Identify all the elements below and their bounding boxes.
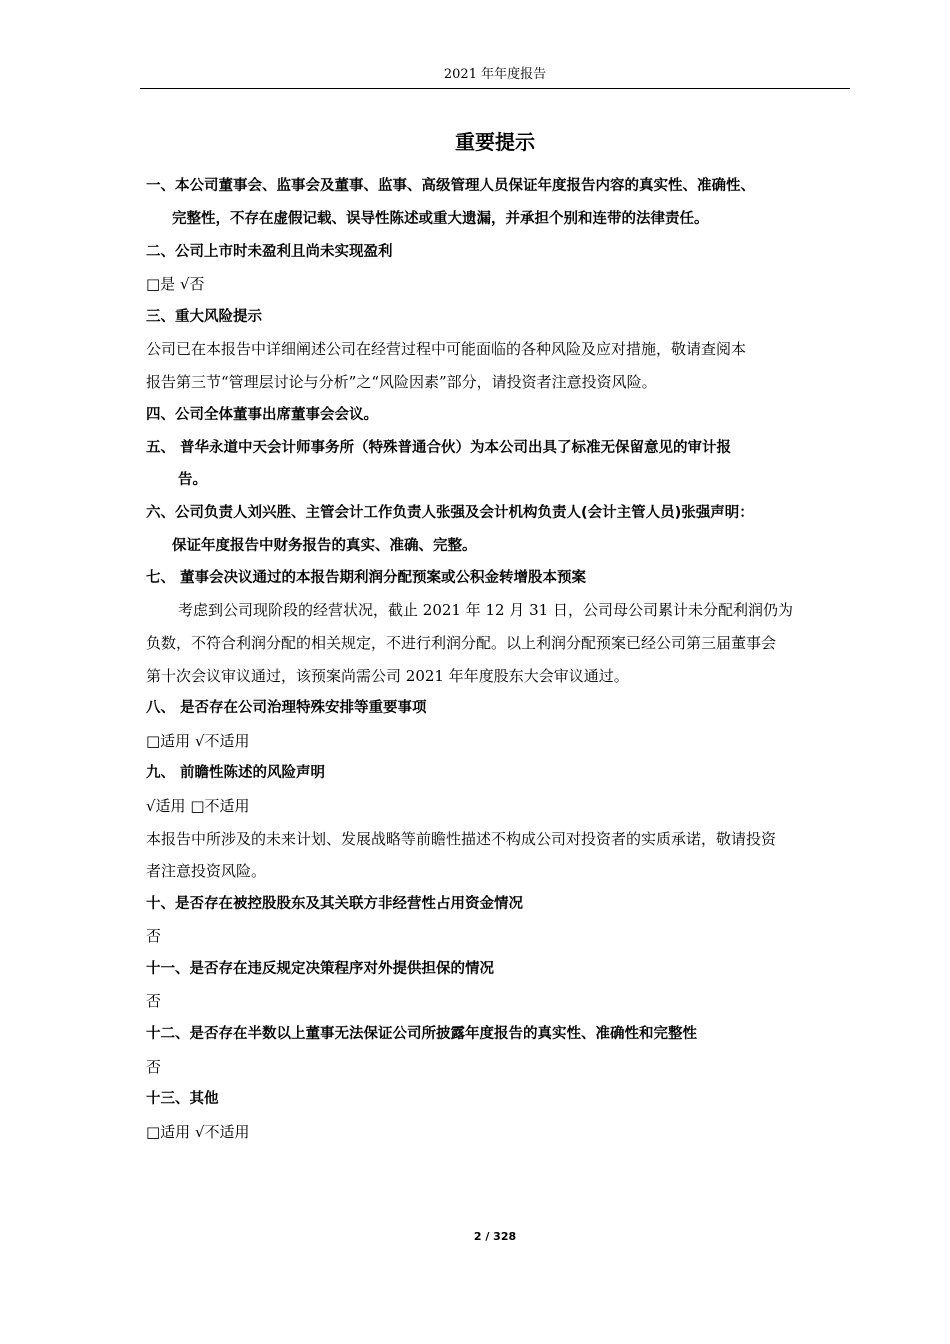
- section-6-line-1: 六、公司负责人刘兴胜、主管会计工作负责人张强及会计机构负责人(会计主管人员)张强声明：: [146, 505, 754, 521]
- section-5-line-2: 告。: [178, 472, 207, 488]
- section-8-heading: 八、 是否存在公司治理特殊安排等重要事项: [146, 700, 427, 716]
- section-13-heading: 十三、其他: [146, 1091, 219, 1107]
- section-2-heading: 二、公司上市时未盈利且尚未实现盈利: [146, 244, 393, 260]
- section-10-heading: 十、是否存在被控股股东及其关联方非经营性占用资金情况: [146, 896, 523, 912]
- section-8-answer: □适用 √不适用: [146, 732, 250, 750]
- section-12-heading: 十二、是否存在半数以上董事无法保证公司所披露年度报告的真实性、准确性和完整性: [146, 1026, 697, 1042]
- section-7-line-2: 负数，不符合利润分配的相关规定，不进行利润分配。以上利润分配预案已经公司第三届董事会: [146, 634, 777, 652]
- section-9-line-1: 本报告中所涉及的未来计划、发展战略等前瞻性描述不构成公司对投资者的实质承诺，敬请投资: [146, 830, 777, 848]
- section-9-line-2: 者注意投资风险。: [146, 862, 267, 880]
- section-3-line-2: 报告第三节“管理层讨论与分析”之“风险因素”部分，请投资者注意投资风险。: [146, 373, 657, 391]
- page-header: 2021 年年度报告: [443, 67, 547, 82]
- header-divider: [140, 88, 850, 89]
- section-2-answer: □是 √否: [146, 275, 205, 293]
- section-5-line-1: 五、 普华永道中天会计师事务所（特殊普通合伙）为本公司出具了标准无保留意见的审计报: [146, 440, 732, 456]
- section-7-heading: 七、 董事会决议通过的本报告期利润分配预案或公积金转增股本预案: [146, 570, 587, 586]
- section-4-heading: 四、公司全体董事出席董事会会议。: [146, 407, 378, 423]
- section-9-answer: √适用 □不适用: [146, 797, 250, 815]
- section-7-line-3: 第十次会议审议通过，该预案尚需公司 2021 年年度股东大会审议通过。: [146, 667, 629, 685]
- section-3-heading: 三、重大风险提示: [146, 309, 262, 325]
- page-number: 2 / 328: [473, 1230, 517, 1243]
- section-3-line-1: 公司已在本报告中详细阐述公司在经营过程中可能面临的各种风险及应对措施，敬请查阅本: [146, 340, 747, 358]
- section-9-heading: 九、 前瞻性陈述的风险声明: [146, 765, 326, 781]
- section-10-answer: 否: [146, 927, 162, 945]
- section-1-line-1: 一、本公司董事会、监事会及董事、监事、高级管理人员保证年度报告内容的真实性、准确性、: [146, 178, 755, 194]
- section-11-heading: 十一、是否存在违反规定决策程序对外提供担保的情况: [146, 961, 494, 977]
- page-title: 重要提示: [455, 130, 535, 154]
- section-1-line-2: 完整性，不存在虚假记载、误导性陈述或重大遗漏，并承担个别和连带的法律责任。: [172, 211, 709, 227]
- section-13-answer: □适用 √不适用: [146, 1123, 250, 1141]
- section-12-answer: 否: [146, 1058, 162, 1076]
- section-6-line-2: 保证年度报告中财务报告的真实、准确、完整。: [172, 538, 477, 554]
- section-7-line-1: 考虑到公司现阶段的经营状况，截止 2021 年 12 月 31 日，公司母公司累计未分配利润仍为: [178, 601, 793, 619]
- section-11-answer: 否: [146, 992, 162, 1010]
